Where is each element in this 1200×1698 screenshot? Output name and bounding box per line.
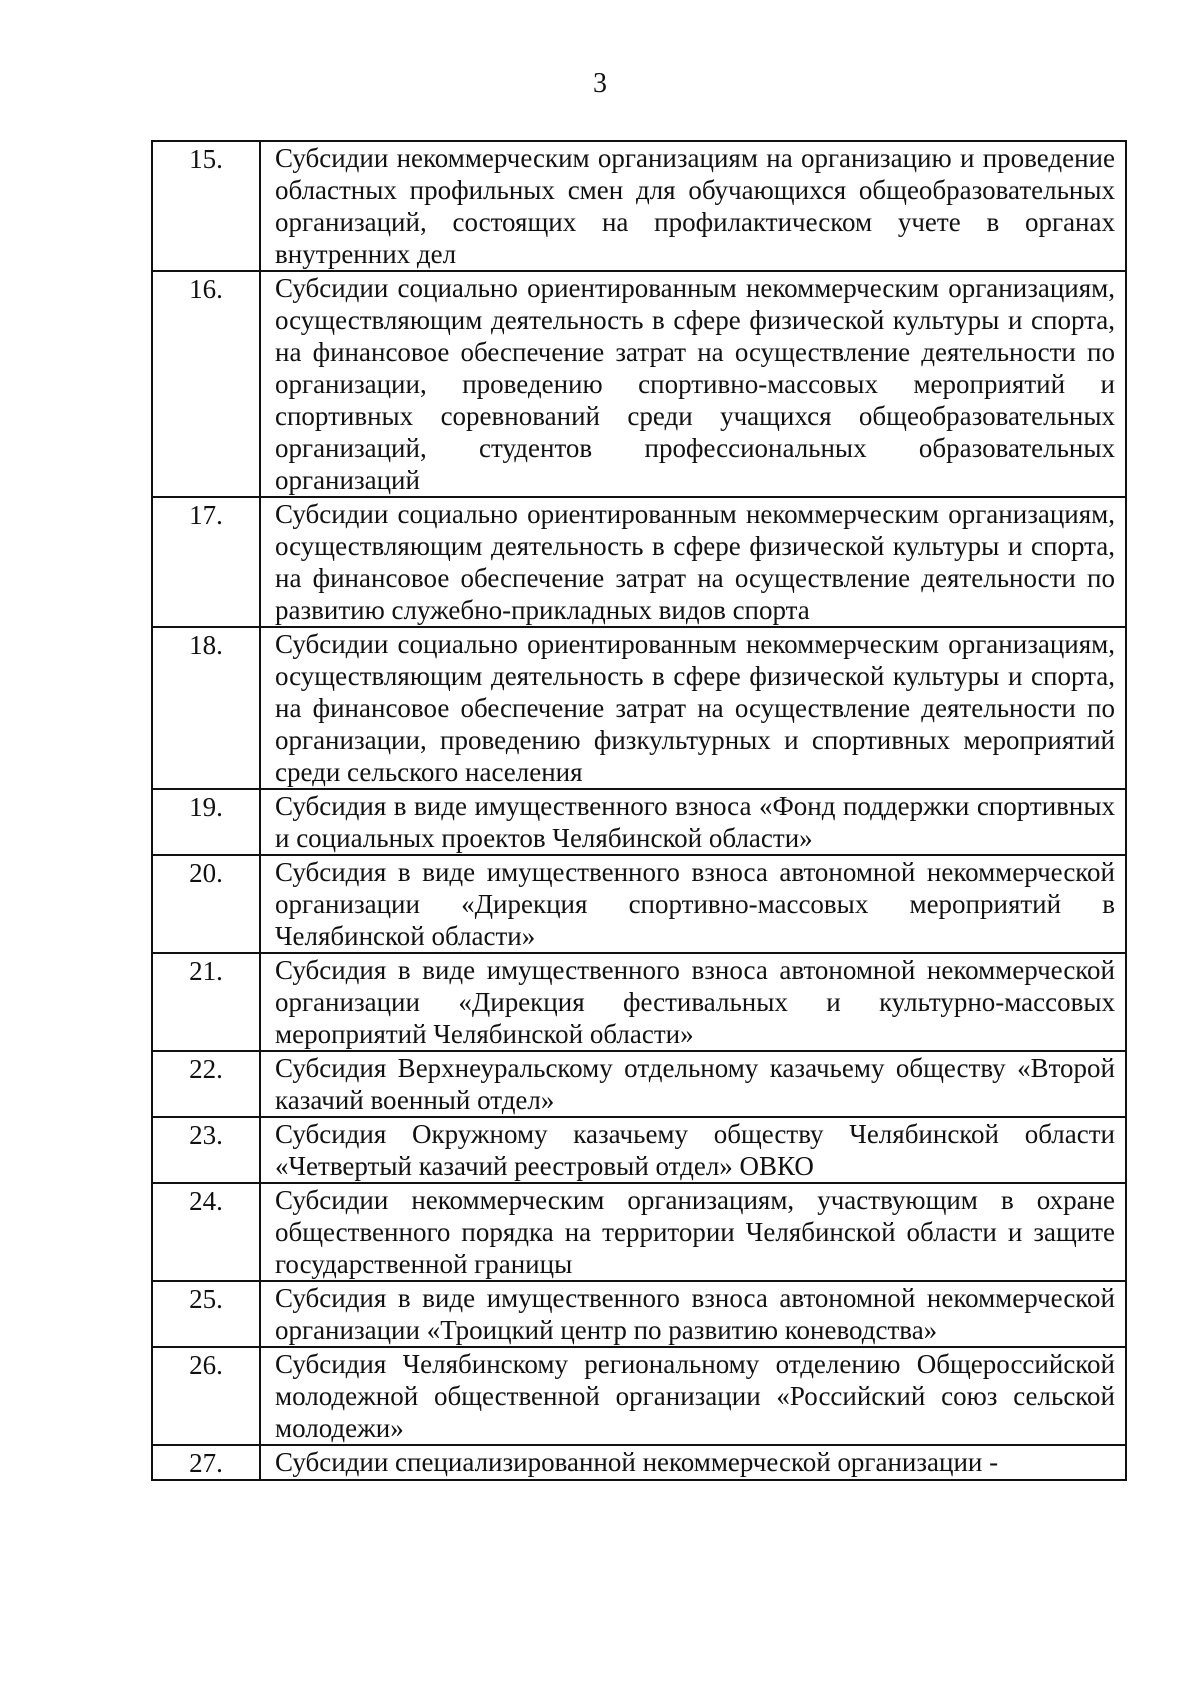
row-number: 22. (152, 1051, 260, 1117)
row-text: Субсидии некоммерческим организациям, участвующим в охране общественного порядка на территории Челябинской области и защите государственной границы (260, 1183, 1126, 1281)
row-number: 25. (152, 1281, 260, 1347)
row-text: Субсидии социально ориентированным некоммерческим организациям, осуществляющим деятельность в сфере физической культуры и спорта, на финансовое обеспечение затрат на осуществление деятельности по развитию служебно-прикладных видов спорта (260, 497, 1126, 627)
table-row (152, 855, 1126, 953)
row-number: 17. (152, 497, 260, 627)
row-text: Субсидия в виде имущественного взноса автономной некоммерческой организации «Дирекция фестивальных и культурно-массовых мероприятий Челябинской области» (260, 953, 1126, 1051)
table-row (152, 141, 1126, 271)
row-text: Субсидия в виде имущественного взноса автономной некоммерческой организации «Троицкий центр по развитию коневодства» (260, 1281, 1126, 1347)
row-number: 19. (152, 789, 260, 855)
row-number: 27. (152, 1445, 260, 1480)
table-row (152, 1051, 1126, 1117)
table-row (152, 1347, 1126, 1445)
page-number: 3 (593, 68, 607, 99)
table-row (152, 1445, 1126, 1480)
table-row (152, 953, 1126, 1051)
row-text: Субсидии некоммерческим организациям на организацию и проведение областных профильных смен для обучающихся общеобразовательных организаций, состоящих на профилактическом учете в органах внутренних дел (260, 141, 1126, 271)
row-text: Субсидия в виде имущественного взноса автономной некоммерческой организации «Дирекция спортивно-массовых мероприятий в Челябинской области» (260, 855, 1126, 953)
row-number: 21. (152, 953, 260, 1051)
row-number: 16. (152, 271, 260, 497)
row-number: 23. (152, 1117, 260, 1183)
table-row (152, 789, 1126, 855)
table-row (152, 1281, 1126, 1347)
table-row (152, 271, 1126, 497)
table-row (152, 497, 1126, 627)
table-row (152, 627, 1126, 789)
subsidies-table (151, 140, 1127, 1481)
row-number: 15. (152, 141, 260, 271)
row-number: 26. (152, 1347, 260, 1445)
row-text: Субсидия Окружному казачьему обществу Челябинской области «Четвертый казачий реестровый отдел» ОВКО (260, 1117, 1126, 1183)
row-text: Субсидия Челябинскому региональному отделению Общероссийской молодежной общественной организации «Российский союз сельской молодежи» (260, 1347, 1126, 1445)
row-text: Субсидия Верхнеуральскому отдельному казачьему обществу «Второй казачий военный отдел» (260, 1051, 1126, 1117)
row-text: Субсидии социально ориентированным некоммерческим организациям, осуществляющим деятельность в сфере физической культуры и спорта, на финансовое обеспечение затрат на осуществление деятельности по организации, проведению физкультурных и спортивных мероприятий среди сельского населения (260, 627, 1126, 789)
row-text: Субсидии специализированной некоммерческой организации - (260, 1445, 1126, 1480)
table-row (152, 1117, 1126, 1183)
row-number: 18. (152, 627, 260, 789)
table-row (152, 1183, 1126, 1281)
row-text: Субсидия в виде имущественного взноса «Фонд поддержки спортивных и социальных проектов Челябинской области» (260, 789, 1126, 855)
row-number: 20. (152, 855, 260, 953)
row-text: Субсидии социально ориентированным некоммерческим организациям, осуществляющим деятельность в сфере физической культуры и спорта, на финансовое обеспечение затрат на осуществление деятельности по организации, проведению спортивно-массовых мероприятий и спортивных соревнований среди учащихся общеобразовательных организаций, студентов профессиональных образовательных организаций (260, 271, 1126, 497)
row-number: 24. (152, 1183, 260, 1281)
